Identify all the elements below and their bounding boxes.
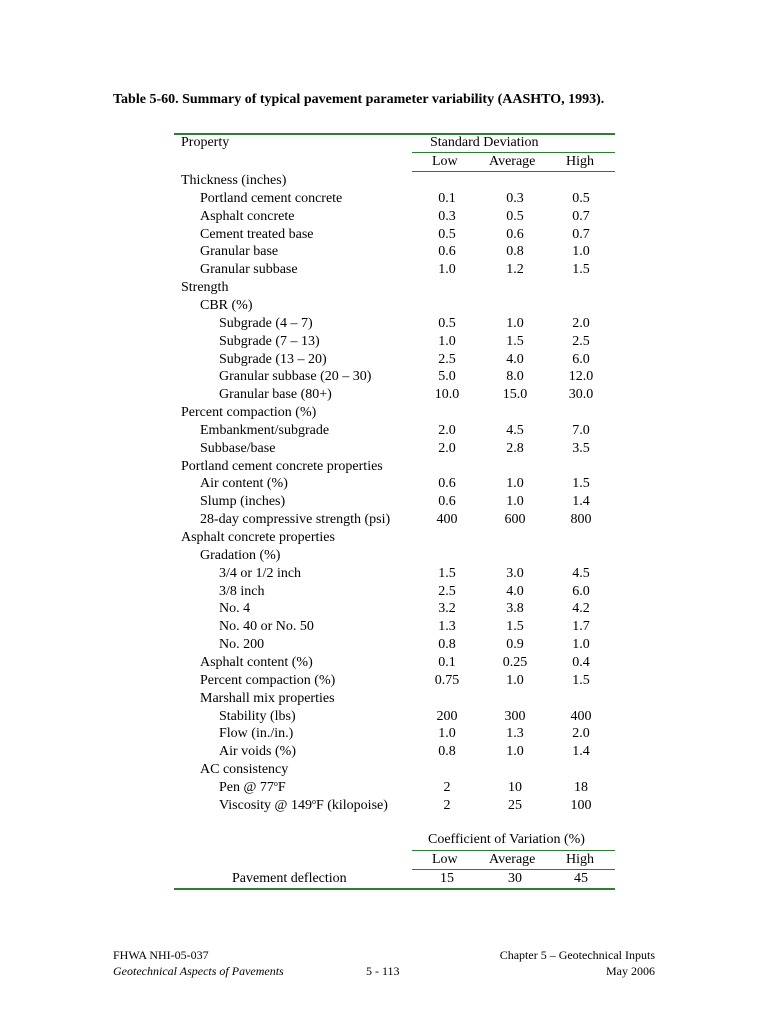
table-row (174, 458, 615, 476)
cell-high: 1.0 (572, 637, 590, 653)
cell-low: 0.8 (438, 637, 456, 653)
row-label: Granular base (200, 244, 279, 260)
row-label: Granular subbase (20 – 30) (219, 369, 372, 385)
cell-low: 2.0 (438, 440, 456, 456)
row-label: Air content (%) (200, 476, 288, 492)
cell-average: 0.8 (506, 244, 524, 260)
col-average-header: Average (489, 154, 536, 169)
table-row (174, 440, 615, 458)
table-row (174, 351, 615, 369)
row-label: Gradation (%) (200, 547, 281, 563)
table-bottom-rule (174, 888, 615, 890)
cov-col-low-header: Low (432, 852, 458, 867)
cell-average: 0.5 (506, 208, 524, 224)
cell-high: 0.5 (572, 190, 590, 206)
cell-high: 1.5 (572, 476, 590, 492)
cell-average: 3.0 (506, 565, 524, 581)
cell-average: 1.0 (506, 744, 524, 760)
cov-header: Coefficient of Variation (%) (428, 832, 585, 847)
row-label: Granular subbase (200, 262, 298, 278)
table-row (174, 565, 615, 583)
cell-low: 2.5 (438, 351, 456, 367)
footer-chapter: Chapter 5 – Geotechnical Inputs (499, 948, 655, 962)
row-label: Subgrade (4 – 7) (219, 315, 313, 331)
cell-low: 1.0 (438, 262, 456, 278)
cell-low: 200 (436, 708, 458, 724)
cell-high: 1.4 (572, 494, 590, 510)
cell-average: 4.0 (506, 351, 524, 367)
table-row (174, 743, 615, 761)
cov-col-high-header: High (566, 852, 594, 867)
row-label: Stability (lbs) (219, 708, 296, 724)
cell-low: 0.1 (438, 654, 456, 670)
cell-high: 6.0 (572, 583, 590, 599)
cell-high: 2.0 (572, 315, 590, 331)
row-label: Thickness (inches) (181, 173, 287, 188)
cell-average: 0.25 (502, 654, 528, 670)
row-label: Granular base (80+) (219, 387, 332, 403)
footer-doc-id: FHWA NHI-05-037 (113, 948, 209, 962)
cell-low: 0.6 (438, 494, 456, 510)
row-label: Percent compaction (%) (200, 672, 336, 688)
cell-low: 0.5 (438, 315, 456, 331)
cell-high: 4.5 (572, 565, 590, 581)
row-label: Portland cement concrete properties (181, 458, 383, 474)
cell-average: 600 (504, 512, 526, 528)
table-row (174, 725, 615, 743)
cell-high: 400 (570, 708, 592, 724)
row-label: Pen @ 77$^o$F (219, 778, 286, 795)
table-row (174, 636, 615, 654)
cell-average: 1.0 (506, 494, 524, 510)
cell-high: 6.0 (572, 351, 590, 367)
row-label: Viscosity @ 149$^o$F (kilopoise) (219, 796, 388, 813)
table-row (174, 547, 615, 565)
cell-low: 3.2 (438, 601, 456, 617)
row-label: Pavement deflection (232, 871, 347, 886)
table-row (174, 618, 615, 636)
cell-high: 30.0 (568, 387, 594, 403)
table-row (174, 243, 615, 261)
table-row (174, 583, 615, 601)
cell-low: 2 (443, 797, 451, 813)
cell-average: 1.0 (506, 476, 524, 492)
cell-average: 15.0 (502, 387, 528, 403)
cell-high: 1.7 (572, 619, 590, 635)
row-label: Subgrade (13 – 20) (219, 351, 327, 367)
table-row (174, 404, 615, 422)
table-row (174, 708, 615, 726)
row-label: 28-day compressive strength (psi) (200, 512, 391, 528)
cell-average: 1.5 (506, 333, 524, 349)
cell-average: 25 (508, 797, 522, 813)
cell-high: 0.4 (572, 654, 590, 670)
row-label: CBR (%) (200, 297, 253, 313)
cell-average: 1.0 (506, 315, 524, 331)
cell-low: 10.0 (434, 387, 460, 403)
cell-average: 1.5 (506, 619, 524, 635)
table-row (174, 600, 615, 618)
cell-low: 2.0 (438, 422, 456, 438)
cell-low: 0.6 (438, 476, 456, 492)
table-row (174, 386, 615, 404)
table-top-rule (174, 133, 615, 135)
cell-low: 0.1 (438, 190, 456, 206)
table-row (174, 797, 615, 815)
row-label: Asphalt concrete properties (181, 530, 335, 545)
cell-high: 1.0 (572, 244, 590, 260)
table-row (174, 422, 615, 440)
cell-high: 1.4 (572, 744, 590, 760)
cell-low: 1.3 (438, 619, 456, 635)
cell-high: 18 (574, 779, 588, 795)
cell-high: 45 (574, 871, 588, 886)
cell-high: 7.0 (572, 422, 590, 438)
cell-low: 0.3 (438, 208, 456, 224)
row-label: Flow (in./in.) (219, 726, 294, 742)
row-label: Portland cement concrete (200, 190, 343, 206)
cell-high: 4.2 (572, 601, 590, 617)
table-row (174, 690, 615, 708)
table-row (174, 529, 615, 547)
footer-page-number: 5 - 113 (366, 964, 400, 978)
col-high-header: High (566, 154, 594, 169)
table-row (174, 279, 615, 297)
cell-average: 30 (508, 871, 522, 886)
row-label: Marshall mix properties (200, 690, 335, 706)
cell-high: 0.7 (572, 208, 590, 224)
table-row (174, 172, 615, 190)
cell-high: 12.0 (568, 369, 594, 385)
cell-high: 2.0 (572, 726, 590, 742)
cell-high: 1.5 (572, 262, 590, 278)
row-label: 3/4 or 1/2 inch (219, 565, 302, 581)
cell-high: 100 (570, 797, 592, 813)
row-label: Asphalt concrete (200, 208, 295, 224)
cell-average: 4.0 (506, 583, 524, 599)
col-low-header: Low (432, 154, 458, 169)
row-label: Slump (inches) (200, 494, 286, 510)
row-label: Asphalt content (%) (200, 654, 313, 670)
property-header: Property (181, 135, 230, 150)
cell-average: 10 (508, 779, 522, 795)
footer-date: May 2006 (606, 964, 655, 978)
footer-doc-title: Geotechnical Aspects of Pavements (113, 964, 284, 978)
row-label: Strength (181, 280, 229, 296)
table-row (174, 493, 615, 511)
cell-low: 2 (443, 779, 451, 795)
row-label: 3/8 inch (219, 583, 265, 599)
cell-low: 5.0 (438, 369, 456, 385)
row-label: Air voids (%) (219, 744, 296, 760)
std-dev-header: Standard Deviation (430, 135, 539, 150)
cell-high: 2.5 (572, 333, 590, 349)
cell-average: 0.9 (506, 637, 524, 653)
cell-average: 3.8 (506, 601, 524, 617)
cell-low: 400 (436, 512, 458, 528)
cell-low: 0.6 (438, 244, 456, 260)
row-label: Cement treated base (200, 226, 314, 242)
table-row (174, 511, 615, 529)
table-row (174, 475, 615, 493)
cell-average: 4.5 (506, 422, 524, 438)
table-row (174, 261, 615, 279)
table-row (174, 226, 615, 244)
row-label: No. 200 (219, 637, 265, 653)
row-label: AC consistency (200, 762, 289, 778)
cov-col-average-header: Average (489, 852, 536, 867)
cell-average: 1.3 (506, 726, 524, 742)
cell-average: 0.6 (506, 226, 524, 242)
table-row (174, 190, 615, 208)
cell-average: 8.0 (506, 369, 524, 385)
table-row (174, 779, 615, 797)
row-label: No. 40 or No. 50 (219, 619, 314, 635)
table-row-pavement-deflection (174, 870, 615, 888)
cell-high: 0.7 (572, 226, 590, 242)
cell-low: 0.5 (438, 226, 456, 242)
table-row (174, 672, 615, 690)
cell-average: 1.0 (506, 672, 524, 688)
cell-average: 1.2 (506, 262, 524, 278)
table-row (174, 208, 615, 226)
cell-low: 0.8 (438, 744, 456, 760)
cell-low: 15 (440, 871, 454, 886)
cell-high: 1.5 (572, 672, 590, 688)
row-label: Subbase/base (200, 440, 276, 456)
table-row (174, 654, 615, 672)
table-row (174, 761, 615, 779)
cell-average: 300 (504, 708, 526, 724)
row-label: No. 4 (219, 601, 251, 617)
row-label: Embankment/subgrade (200, 422, 330, 438)
row-label: Percent compaction (%) (181, 405, 317, 421)
row-label: Subgrade (7 – 13) (219, 333, 320, 349)
variability-table (174, 131, 615, 891)
table-row (174, 315, 615, 333)
cell-average: 2.8 (506, 440, 524, 456)
cell-low: 1.5 (438, 565, 456, 581)
cell-low: 2.5 (438, 583, 456, 599)
cell-low: 0.75 (434, 672, 460, 688)
cell-average: 0.3 (506, 190, 524, 206)
cell-high: 800 (570, 512, 592, 528)
cell-high: 3.5 (572, 440, 590, 456)
table-row (174, 368, 615, 386)
cell-low: 1.0 (438, 726, 456, 742)
table-row (174, 333, 615, 351)
table-caption: Table 5-60. Summary of typical pavement parameter variability (AASHTO, 1993). (113, 92, 605, 107)
table-row (174, 297, 615, 315)
cell-low: 1.0 (438, 333, 456, 349)
